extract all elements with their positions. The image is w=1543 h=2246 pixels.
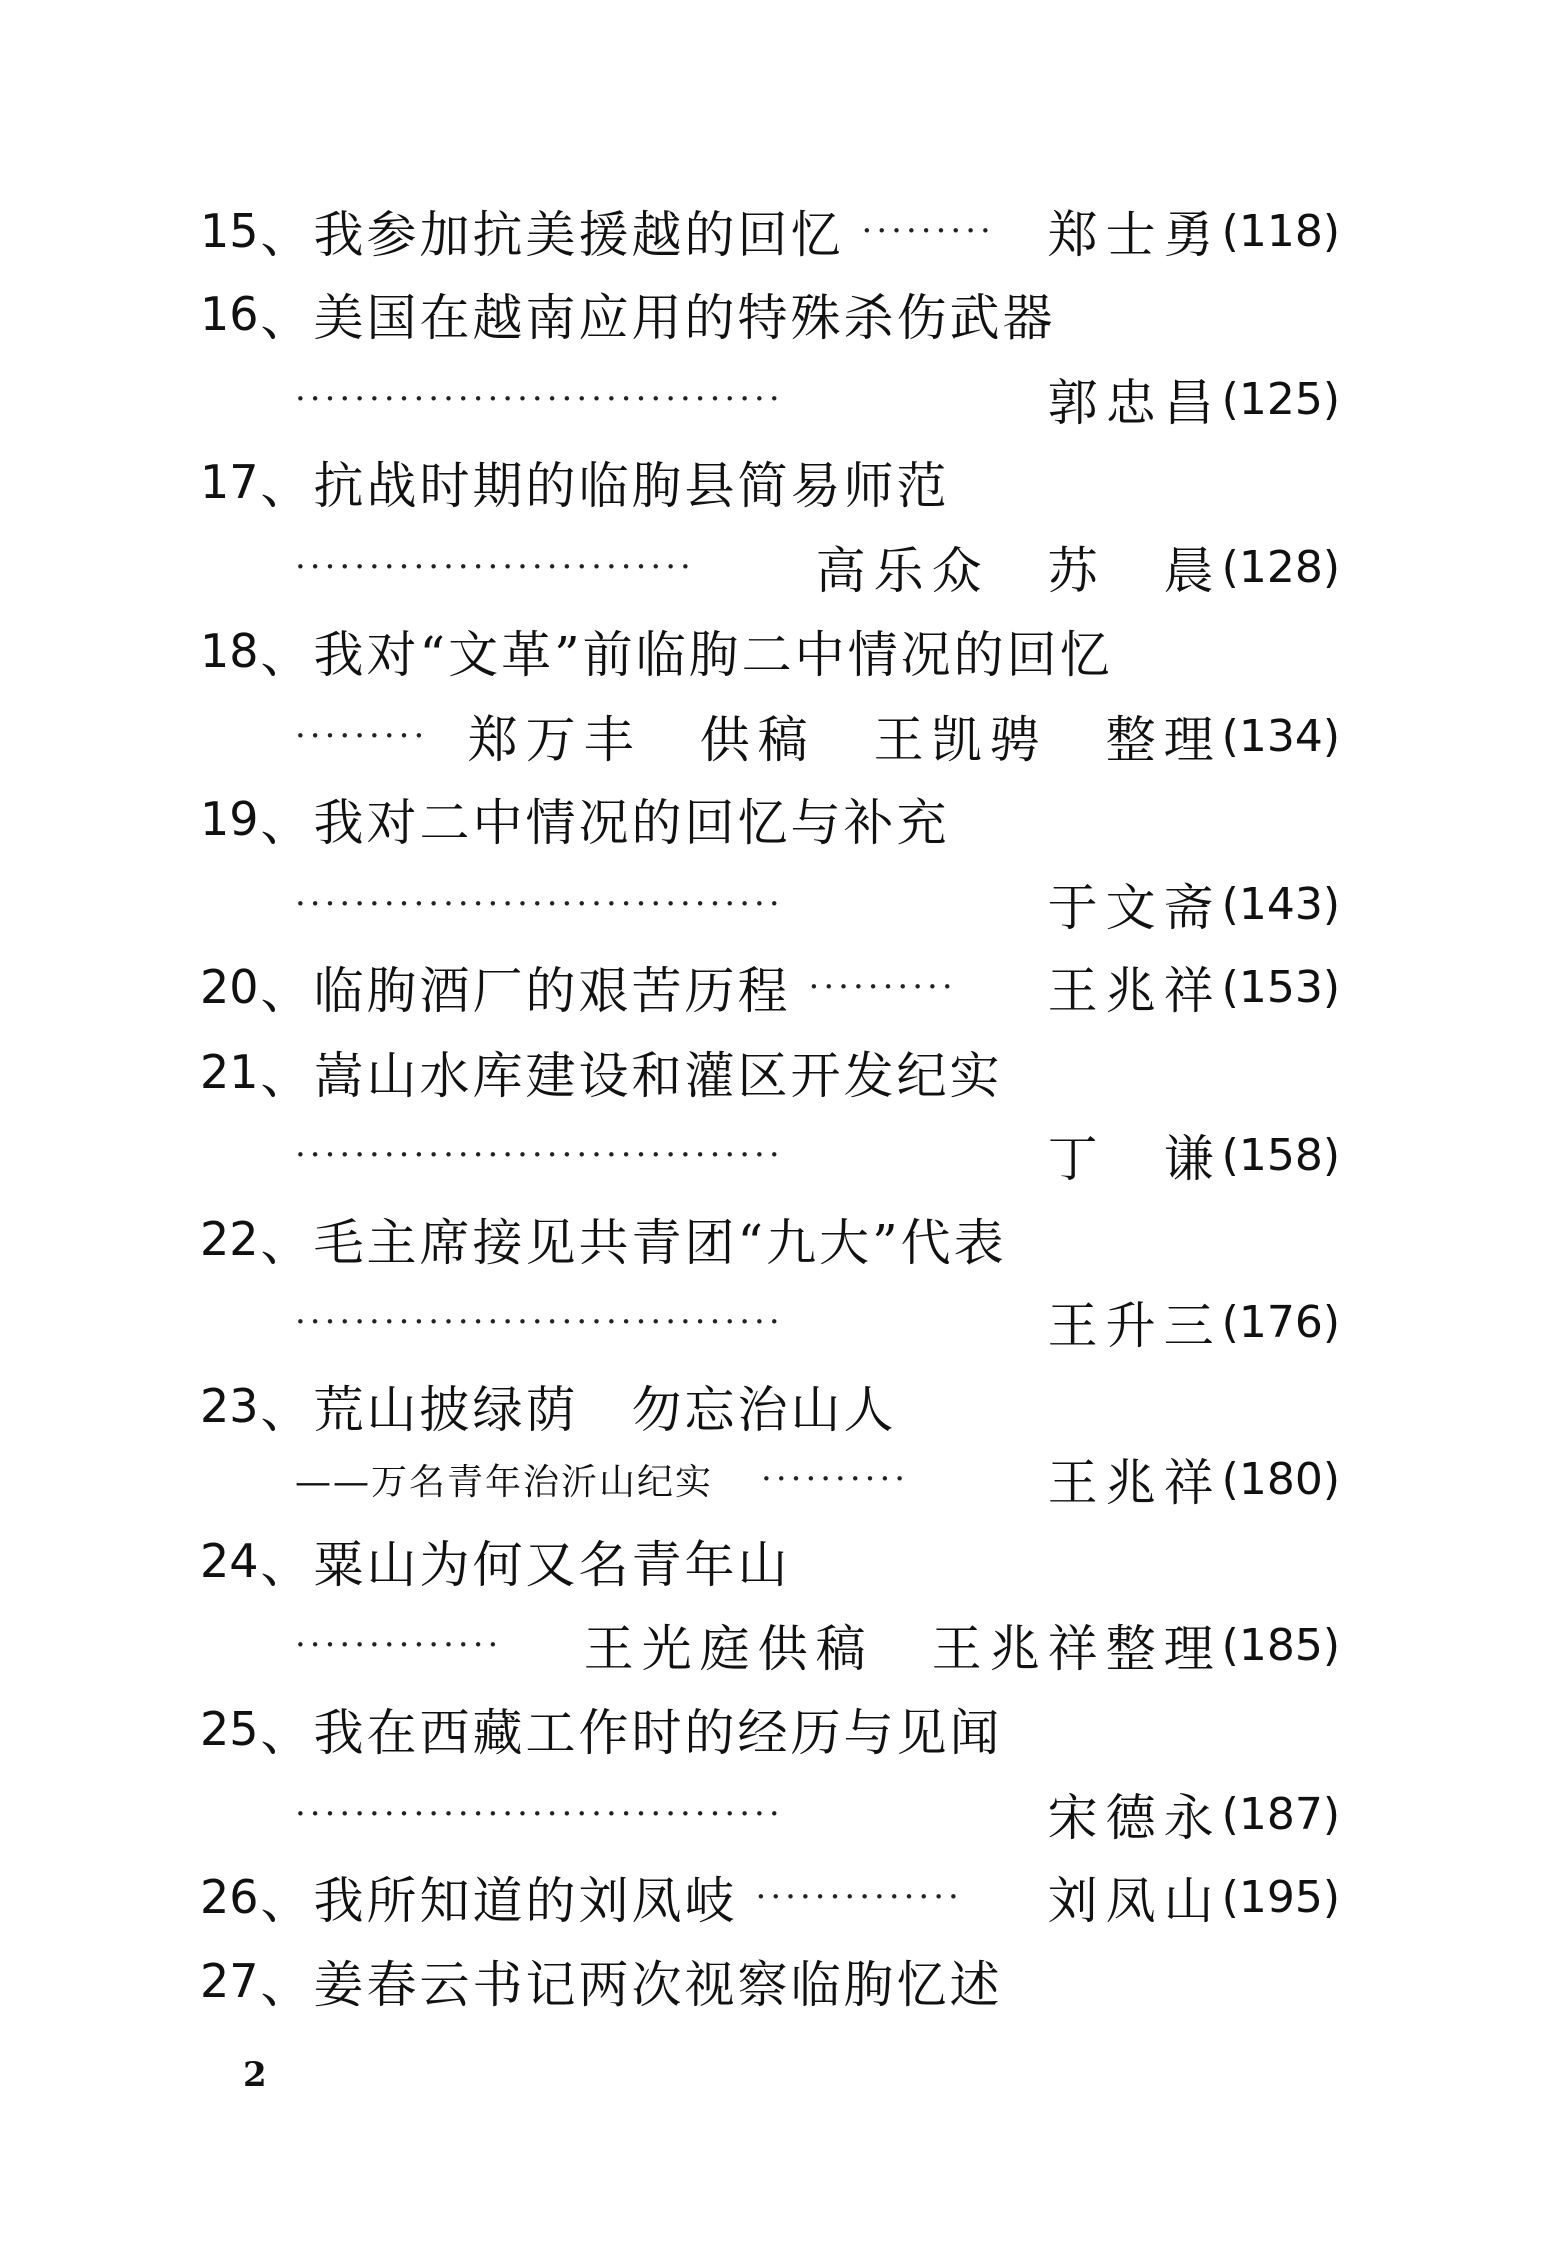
entry-number: 27 [200, 1954, 259, 2008]
toc-entry-17-title [200, 443, 1340, 521]
toc-entry-19-title [200, 780, 1340, 858]
leader-dots: ·············· [295, 1625, 503, 1665]
entry-page: (195) [1221, 1871, 1340, 1923]
entry-title: 、抗战时期的临朐县简易师范 [260, 457, 950, 515]
page-number: 2 [243, 2055, 267, 2095]
entry-page: (143) [1221, 878, 1340, 930]
entry-number: 18 [200, 624, 259, 678]
entry-number: 21 [200, 1045, 259, 1099]
entry-page: (176) [1221, 1296, 1340, 1348]
entry-author: 王兆祥 [1047, 962, 1222, 1020]
entry-page: (153) [1221, 961, 1340, 1013]
entry-number: 26 [200, 1870, 259, 1924]
toc-entry-27-title [200, 1942, 1340, 2020]
leader-dots: ·········· [808, 967, 957, 1007]
entry-page: (128) [1221, 541, 1340, 593]
leader-dots: ·············· [755, 1877, 963, 1917]
entry-page: (118) [1221, 205, 1340, 257]
toc-entry-26 [200, 1858, 1340, 1936]
entry-author: 郑万丰 供稿 王凯骋 整理 [467, 711, 1222, 769]
entry-author: 于文斋 [1047, 879, 1222, 937]
entry-author: 高乐众 苏 晨 [815, 542, 1222, 600]
entry-page: (134) [1221, 710, 1340, 762]
entry-number: 15 [200, 204, 259, 258]
entry-page: (125) [1221, 373, 1340, 425]
entry-subtitle: ——万名青年治沂山纪实 [295, 1461, 714, 1503]
toc-entry-20 [200, 948, 1340, 1026]
toc-entry-22-ref [295, 1283, 1340, 1361]
toc-entry-25-title [200, 1690, 1340, 1768]
toc-entry-18-ref [295, 697, 1340, 775]
toc-entry-21-title [200, 1033, 1340, 1111]
leader-dots: ································· [295, 379, 784, 419]
toc-entry-22-title [200, 1200, 1340, 1278]
leader-dots: ································· [295, 884, 784, 924]
entry-number: 20 [200, 960, 259, 1014]
entry-number: 19 [200, 792, 259, 846]
entry-title: 、我参加抗美援越的回忆 [260, 206, 844, 264]
entry-title: 、粟山为何又名青年山 [260, 1536, 791, 1594]
entry-title: 、我对“文革”前临朐二中情况的回忆 [260, 626, 1113, 684]
toc-entry-16-title [200, 275, 1340, 353]
entry-number: 22 [200, 1212, 259, 1266]
entry-author: 王光庭供稿 王兆祥整理 [583, 1620, 1222, 1678]
entry-page: (158) [1221, 1129, 1340, 1181]
toc-entry-24-ref [295, 1606, 1340, 1684]
entry-number: 16 [200, 287, 259, 341]
entry-number: 23 [200, 1379, 259, 1433]
leader-dots: ········· [861, 211, 995, 251]
entry-number: 17 [200, 455, 259, 509]
entry-author: 郭忠昌 [1047, 374, 1222, 432]
toc-entry-17-ref [295, 528, 1340, 606]
entry-author: 王兆祥 [1047, 1454, 1222, 1512]
toc-entry-19-ref [295, 865, 1340, 943]
entry-title: 、荒山披绿荫 勿忘治山人 [260, 1381, 897, 1439]
toc-entry-23-ref [295, 1440, 1340, 1518]
toc-entry-16-ref [295, 360, 1340, 438]
entry-number: 24 [200, 1534, 259, 1588]
leader-dots: ········· [295, 716, 429, 756]
entry-title: 、我在西藏工作时的经历与见闻 [260, 1704, 1003, 1762]
entry-title: 、嵩山水库建设和灌区开发纪实 [260, 1047, 1003, 1105]
entry-title: 、美国在越南应用的特殊杀伤武器 [260, 289, 1056, 347]
leader-dots: ································· [295, 1302, 784, 1342]
toc-entry-23-title [200, 1367, 1340, 1445]
toc-entry-15 [200, 192, 1340, 270]
entry-author: 宋德永 [1047, 1789, 1222, 1847]
entry-author: 郑士勇 [1047, 206, 1222, 264]
entry-title: 、我所知道的刘凤岐 [260, 1872, 738, 1930]
entry-page: (185) [1221, 1619, 1340, 1671]
toc-entry-24-title [200, 1522, 1340, 1600]
entry-page: (187) [1221, 1788, 1340, 1840]
toc-entry-21-ref [295, 1116, 1340, 1194]
leader-dots: ·········· [761, 1459, 910, 1499]
entry-author: 刘凤山 [1047, 1872, 1222, 1930]
toc-entry-18-title [200, 612, 1340, 690]
entry-title: 、临朐酒厂的艰苦历程 [260, 962, 791, 1020]
entry-number: 25 [200, 1702, 259, 1756]
entry-author: 王升三 [1047, 1297, 1222, 1355]
entry-page: (180) [1221, 1453, 1340, 1505]
leader-dots: ································· [295, 1135, 784, 1175]
leader-dots: ································· [295, 1794, 784, 1834]
entry-title: 、毛主席接见共青团“九大”代表 [260, 1214, 1007, 1272]
toc-entry-25-ref [295, 1775, 1340, 1853]
entry-title: 、姜春云书记两次视察临朐忆述 [260, 1956, 1003, 2014]
entry-title: 、我对二中情况的回忆与补充 [260, 794, 950, 852]
entry-author: 丁 谦 [1047, 1130, 1222, 1188]
leader-dots: ··························· [295, 547, 695, 587]
